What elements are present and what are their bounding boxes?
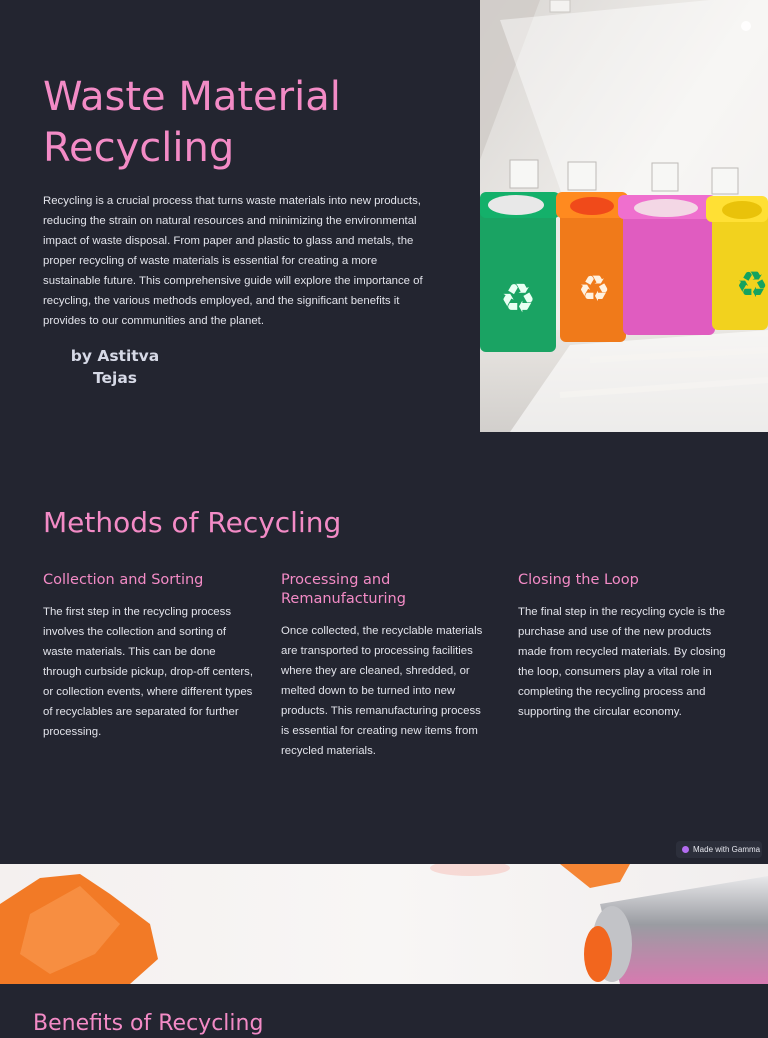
recycled-materials-image: [0, 864, 768, 984]
recycling-bins-image: [480, 0, 768, 432]
method-column-processing: [281, 571, 491, 761]
made-with-gamma-badge[interactable]: [676, 841, 762, 858]
method-column-collection: [43, 571, 253, 742]
methods-title: Methods of Recycling: [43, 506, 342, 539]
method-text: The first step in the recycling process involves the collection and sorting of waste materials. This can be done through curbside pickup, drop-off centers, or collection events, where different types of recyclables are separated for further processing.: [43, 606, 254, 738]
hero-title: Waste Material Recycling: [43, 74, 341, 171]
svg-text:♻: ♻: [735, 265, 768, 306]
hero-description: Recycling is a crucial process that turns waste materials into new products, reducing the strain on natural resources and minimizing the environmental impact of waste disposal. From paper and plastic to glass and metals, the proper recycling of waste materials is essential for creating a more sustainable future. This comprehensive guide will explore the importance of recycling, the various methods employed, and the significant benefits it provides to our communities and the planet.: [43, 195, 423, 327]
method-heading: Closing the Loop: [518, 572, 639, 588]
hero-section: [0, 0, 768, 432]
method-text: The final step in the recycling cycle is the purchase and use of the new products made from recycled materials. By closing the loop, consumers play a vital role in completing the recycling process and supporting the circular economy.: [518, 606, 726, 718]
method-heading: Collection and Sorting: [43, 572, 204, 588]
method-text: Once collected, the recyclable materials are transported to processing facilities where they are cleaned, shredded, or melted down to be turned into new products. This remanufacturing process is essential for creating new items from recycled materials.: [281, 625, 483, 757]
gamma-logo-icon: [682, 846, 689, 853]
method-column-closing-loop: [518, 571, 728, 722]
benefits-title: Benefits of Recycling: [33, 1011, 264, 1036]
badge-label: Made with Gamma: [693, 845, 761, 854]
svg-text:♻: ♻: [577, 269, 611, 310]
author-credit: by Astitva Tejas: [70, 347, 160, 387]
method-heading: Processing and Remanufacturing: [281, 572, 406, 607]
svg-text:♻: ♻: [500, 276, 536, 322]
methods-section: [0, 432, 768, 864]
